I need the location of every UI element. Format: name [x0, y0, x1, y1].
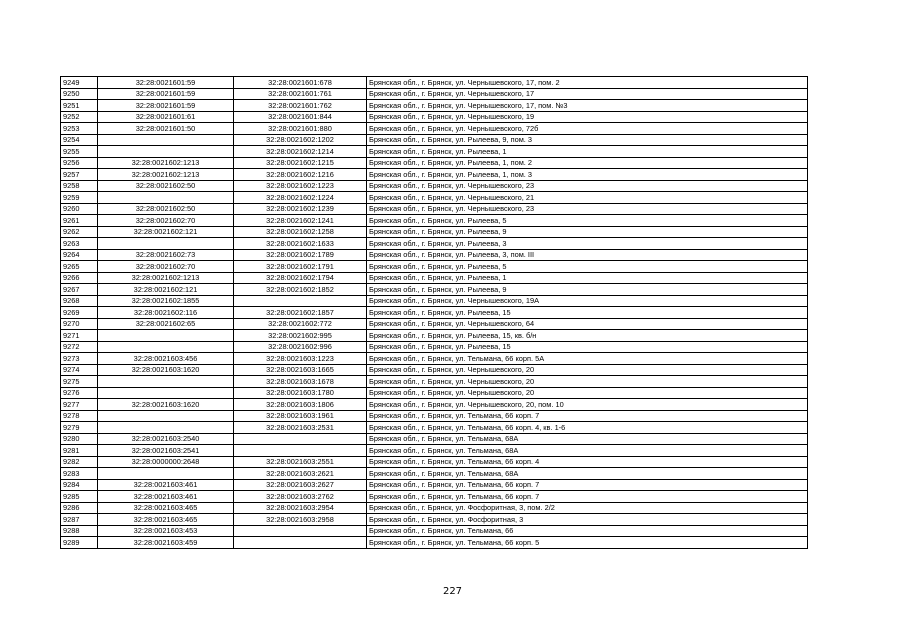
address-cell: Брянская обл., г. Брянск, ул. Рылеева, 1	[367, 272, 808, 284]
parent-cadastral-number-cell	[98, 192, 234, 204]
table-row	[61, 238, 808, 250]
row-number-cell: 9266	[61, 272, 98, 284]
row-number-cell: 9264	[61, 249, 98, 261]
parent-cadastral-number-cell: 32:28:0021603:2541	[98, 445, 234, 457]
cadastral-number-cell: 32:28:0021601:762	[234, 100, 367, 112]
address-cell: Брянская обл., г. Брянск, ул. Чернышевского, 19	[367, 111, 808, 123]
cadastral-number-cell: 32:28:0021603:1678	[234, 376, 367, 388]
address-cell: Брянская обл., г. Брянск, ул. Тельмана, 66 корп. 4, кв. 1-6	[367, 422, 808, 434]
row-number-cell: 9249	[61, 77, 98, 89]
row-number-cell: 9259	[61, 192, 98, 204]
address-cell: Брянская обл., г. Брянск, ул. Тельмана, 66 корп. 5А	[367, 353, 808, 365]
registry-table	[60, 76, 808, 549]
row-number-cell: 9282	[61, 456, 98, 468]
cadastral-number-cell: 32:28:0021602:1215	[234, 157, 367, 169]
row-number-cell: 9288	[61, 525, 98, 537]
table-row	[61, 445, 808, 457]
parent-cadastral-number-cell: 32:28:0021601:59	[98, 77, 234, 89]
row-number-cell: 9260	[61, 203, 98, 215]
address-cell: Брянская обл., г. Брянск, ул. Фосфоритная, 3, пом. 2/2	[367, 502, 808, 514]
cadastral-number-cell: 32:28:0021602:995	[234, 330, 367, 342]
address-cell: Брянская обл., г. Брянск, ул. Чернышевского, 23	[367, 180, 808, 192]
parent-cadastral-number-cell: 32:28:0021603:465	[98, 502, 234, 514]
cadastral-number-cell: 32:28:0021601:678	[234, 77, 367, 89]
parent-cadastral-number-cell: 32:28:0021601:59	[98, 100, 234, 112]
parent-cadastral-number-cell: 32:28:0021603:2540	[98, 433, 234, 445]
table-row	[61, 468, 808, 480]
parent-cadastral-number-cell	[98, 146, 234, 158]
address-cell: Брянская обл., г. Брянск, ул. Чернышевского, 21	[367, 192, 808, 204]
row-number-cell: 9272	[61, 341, 98, 353]
table-row	[61, 456, 808, 468]
row-number-cell: 9280	[61, 433, 98, 445]
cadastral-number-cell	[234, 433, 367, 445]
cadastral-number-cell: 32:28:0021602:1214	[234, 146, 367, 158]
parent-cadastral-number-cell: 32:28:0021602:116	[98, 307, 234, 319]
cadastral-number-cell: 32:28:0021603:2621	[234, 468, 367, 480]
row-number-cell: 9289	[61, 537, 98, 549]
row-number-cell: 9267	[61, 284, 98, 296]
parent-cadastral-number-cell: 32:28:0021601:59	[98, 88, 234, 100]
address-cell: Брянская обл., г. Брянск, ул. Рылеева, 9	[367, 284, 808, 296]
cadastral-number-cell: 32:28:0021601:880	[234, 123, 367, 135]
table-row	[61, 88, 808, 100]
table-row	[61, 364, 808, 376]
table-row	[61, 111, 808, 123]
cadastral-number-cell: 32:28:0021603:2627	[234, 479, 367, 491]
address-cell: Брянская обл., г. Брянск, ул. Фосфоритная, 3	[367, 514, 808, 526]
address-cell: Брянская обл., г. Брянск, ул. Тельмана, 66 корп. 7	[367, 479, 808, 491]
address-cell: Брянская обл., г. Брянск, ул. Чернышевского, 20	[367, 364, 808, 376]
cadastral-number-cell: 32:28:0021602:1791	[234, 261, 367, 273]
row-number-cell: 9258	[61, 180, 98, 192]
cadastral-number-cell	[234, 445, 367, 457]
parent-cadastral-number-cell	[98, 387, 234, 399]
cadastral-number-cell: 32:28:0021602:1216	[234, 169, 367, 181]
row-number-cell: 9252	[61, 111, 98, 123]
parent-cadastral-number-cell: 32:28:0021602:121	[98, 284, 234, 296]
cadastral-number-cell: 32:28:0021603:1961	[234, 410, 367, 422]
parent-cadastral-number-cell	[98, 376, 234, 388]
cadastral-number-cell: 32:28:0021602:1852	[234, 284, 367, 296]
parent-cadastral-number-cell	[98, 410, 234, 422]
address-cell: Брянская обл., г. Брянск, ул. Тельмана, 66 корп. 7	[367, 410, 808, 422]
table-row	[61, 192, 808, 204]
table-row	[61, 123, 808, 135]
row-number-cell: 9285	[61, 491, 98, 503]
parent-cadastral-number-cell: 32:28:0021603:1620	[98, 399, 234, 411]
row-number-cell: 9281	[61, 445, 98, 457]
address-cell: Брянская обл., г. Брянск, ул. Тельмана, 66 корп. 7	[367, 491, 808, 503]
address-cell: Брянская обл., г. Брянск, ул. Рылеева, 1, пом. 3	[367, 169, 808, 181]
table-row	[61, 387, 808, 399]
parent-cadastral-number-cell: 32:28:0021602:121	[98, 226, 234, 238]
address-cell: Брянская обл., г. Брянск, ул. Тельмана, 68А	[367, 433, 808, 445]
cadastral-number-cell: 32:28:0021603:1780	[234, 387, 367, 399]
parent-cadastral-number-cell: 32:28:0021603:461	[98, 479, 234, 491]
row-number-cell: 9262	[61, 226, 98, 238]
table-row	[61, 491, 808, 503]
parent-cadastral-number-cell	[98, 422, 234, 434]
parent-cadastral-number-cell: 32:28:0021603:456	[98, 353, 234, 365]
address-cell: Брянская обл., г. Брянск, ул. Рылеева, 3, пом. III	[367, 249, 808, 261]
address-cell: Брянская обл., г. Брянск, ул. Рылеева, 5	[367, 215, 808, 227]
row-number-cell: 9273	[61, 353, 98, 365]
cadastral-number-cell: 32:28:0021601:844	[234, 111, 367, 123]
cadastral-number-cell: 32:28:0021602:1794	[234, 272, 367, 284]
address-cell: Брянская обл., г. Брянск, ул. Чернышевского, 20	[367, 376, 808, 388]
row-number-cell: 9287	[61, 514, 98, 526]
parent-cadastral-number-cell: 32:28:0021602:73	[98, 249, 234, 261]
address-cell: Брянская обл., г. Брянск, ул. Рылеева, 1, пом. 2	[367, 157, 808, 169]
address-cell: Брянская обл., г. Брянск, ул. Чернышевского, 17, пом. №3	[367, 100, 808, 112]
table-row	[61, 376, 808, 388]
table-row	[61, 341, 808, 353]
table-row	[61, 433, 808, 445]
cadastral-number-cell: 32:28:0021602:996	[234, 341, 367, 353]
parent-cadastral-number-cell: 32:28:0021603:461	[98, 491, 234, 503]
table-row	[61, 318, 808, 330]
row-number-cell: 9279	[61, 422, 98, 434]
registry-table-body	[61, 77, 808, 549]
address-cell: Брянская обл., г. Брянск, ул. Чернышевского, 20, пом. 10	[367, 399, 808, 411]
parent-cadastral-number-cell	[98, 238, 234, 250]
row-number-cell: 9253	[61, 123, 98, 135]
cadastral-number-cell: 32:28:0021602:1241	[234, 215, 367, 227]
table-row	[61, 249, 808, 261]
cadastral-number-cell	[234, 537, 367, 549]
row-number-cell: 9269	[61, 307, 98, 319]
cadastral-number-cell: 32:28:0021602:1258	[234, 226, 367, 238]
parent-cadastral-number-cell: 32:28:0021602:65	[98, 318, 234, 330]
row-number-cell: 9250	[61, 88, 98, 100]
row-number-cell: 9275	[61, 376, 98, 388]
table-row	[61, 146, 808, 158]
table-row	[61, 537, 808, 549]
cadastral-number-cell: 32:28:0021602:1239	[234, 203, 367, 215]
address-cell: Брянская обл., г. Брянск, ул. Чернышевского, 72б	[367, 123, 808, 135]
table-row	[61, 422, 808, 434]
row-number-cell: 9255	[61, 146, 98, 158]
cadastral-number-cell: 32:28:0021603:2958	[234, 514, 367, 526]
parent-cadastral-number-cell: 32:28:0021601:61	[98, 111, 234, 123]
table-row	[61, 226, 808, 238]
parent-cadastral-number-cell: 32:28:0021602:1213	[98, 272, 234, 284]
row-number-cell: 9286	[61, 502, 98, 514]
table-row	[61, 525, 808, 537]
row-number-cell: 9254	[61, 134, 98, 146]
address-cell: Брянская обл., г. Брянск, ул. Рылеева, 15	[367, 307, 808, 319]
parent-cadastral-number-cell: 32:28:0000000:2648	[98, 456, 234, 468]
address-cell: Брянская обл., г. Брянск, ул. Тельмана, 68А	[367, 468, 808, 480]
row-number-cell: 9268	[61, 295, 98, 307]
parent-cadastral-number-cell: 32:28:0021603:1620	[98, 364, 234, 376]
address-cell: Брянская обл., г. Брянск, ул. Рылеева, 3	[367, 238, 808, 250]
address-cell: Брянская обл., г. Брянск, ул. Рылеева, 9, пом. 3	[367, 134, 808, 146]
cadastral-number-cell: 32:28:0021602:772	[234, 318, 367, 330]
parent-cadastral-number-cell: 32:28:0021602:50	[98, 180, 234, 192]
parent-cadastral-number-cell: 32:28:0021603:459	[98, 537, 234, 549]
cadastral-number-cell: 32:28:0021603:2954	[234, 502, 367, 514]
parent-cadastral-number-cell: 32:28:0021603:453	[98, 525, 234, 537]
row-number-cell: 9274	[61, 364, 98, 376]
row-number-cell: 9278	[61, 410, 98, 422]
row-number-cell: 9257	[61, 169, 98, 181]
parent-cadastral-number-cell: 32:28:0021602:1213	[98, 169, 234, 181]
cadastral-number-cell: 32:28:0021602:1223	[234, 180, 367, 192]
address-cell: Брянская обл., г. Брянск, ул. Чернышевского, 64	[367, 318, 808, 330]
table-row	[61, 295, 808, 307]
cadastral-number-cell: 32:28:0021601:761	[234, 88, 367, 100]
table-row	[61, 399, 808, 411]
cadastral-number-cell: 32:28:0021603:1223	[234, 353, 367, 365]
table-row	[61, 272, 808, 284]
row-number-cell: 9277	[61, 399, 98, 411]
cadastral-number-cell: 32:28:0021603:1665	[234, 364, 367, 376]
parent-cadastral-number-cell: 32:28:0021601:50	[98, 123, 234, 135]
table-row	[61, 77, 808, 89]
parent-cadastral-number-cell: 32:28:0021602:1213	[98, 157, 234, 169]
address-cell: Брянская обл., г. Брянск, ул. Рылеева, 9	[367, 226, 808, 238]
row-number-cell: 9251	[61, 100, 98, 112]
cadastral-number-cell: 32:28:0021603:2551	[234, 456, 367, 468]
cadastral-number-cell: 32:28:0021602:1857	[234, 307, 367, 319]
cadastral-number-cell: 32:28:0021603:2531	[234, 422, 367, 434]
table-row	[61, 100, 808, 112]
address-cell: Брянская обл., г. Брянск, ул. Чернышевского, 20	[367, 387, 808, 399]
table-row	[61, 284, 808, 296]
cadastral-number-cell: 32:28:0021603:1806	[234, 399, 367, 411]
row-number-cell: 9261	[61, 215, 98, 227]
table-row	[61, 203, 808, 215]
row-number-cell: 9265	[61, 261, 98, 273]
table-row	[61, 215, 808, 227]
cadastral-number-cell: 32:28:0021602:1224	[234, 192, 367, 204]
table-row	[61, 330, 808, 342]
table-row	[61, 410, 808, 422]
address-cell: Брянская обл., г. Брянск, ул. Чернышевского, 19А	[367, 295, 808, 307]
row-number-cell: 9270	[61, 318, 98, 330]
parent-cadastral-number-cell: 32:28:0021602:1855	[98, 295, 234, 307]
cadastral-number-cell: 32:28:0021602:1789	[234, 249, 367, 261]
table-row	[61, 514, 808, 526]
table-row	[61, 479, 808, 491]
parent-cadastral-number-cell	[98, 330, 234, 342]
table-row	[61, 157, 808, 169]
parent-cadastral-number-cell: 32:28:0021602:70	[98, 215, 234, 227]
parent-cadastral-number-cell: 32:28:0021602:70	[98, 261, 234, 273]
page-number: 227	[442, 586, 463, 597]
address-cell: Брянская обл., г. Брянск, ул. Тельмана, 66 корп. 4	[367, 456, 808, 468]
cadastral-number-cell	[234, 525, 367, 537]
address-cell: Брянская обл., г. Брянск, ул. Тельмана, 66	[367, 525, 808, 537]
row-number-cell: 9276	[61, 387, 98, 399]
table-row	[61, 502, 808, 514]
table-row	[61, 180, 808, 192]
parent-cadastral-number-cell: 32:28:0021603:465	[98, 514, 234, 526]
address-cell: Брянская обл., г. Брянск, ул. Тельмана, 66 корп. 5	[367, 537, 808, 549]
address-cell: Брянская обл., г. Брянск, ул. Чернышевского, 23	[367, 203, 808, 215]
cadastral-number-cell: 32:28:0021602:1633	[234, 238, 367, 250]
cadastral-number-cell	[234, 295, 367, 307]
table-row	[61, 307, 808, 319]
cadastral-number-cell: 32:28:0021602:1202	[234, 134, 367, 146]
address-cell: Брянская обл., г. Брянск, ул. Тельмана, 68А	[367, 445, 808, 457]
table-row	[61, 169, 808, 181]
address-cell: Брянская обл., г. Брянск, ул. Рылеева, 5	[367, 261, 808, 273]
parent-cadastral-number-cell	[98, 341, 234, 353]
row-number-cell: 9263	[61, 238, 98, 250]
table-row	[61, 261, 808, 273]
table-row	[61, 353, 808, 365]
row-number-cell: 9271	[61, 330, 98, 342]
table-row	[61, 134, 808, 146]
row-number-cell: 9284	[61, 479, 98, 491]
row-number-cell: 9256	[61, 157, 98, 169]
cadastral-number-cell: 32:28:0021603:2762	[234, 491, 367, 503]
address-cell: Брянская обл., г. Брянск, ул. Рылеева, 1	[367, 146, 808, 158]
parent-cadastral-number-cell	[98, 468, 234, 480]
address-cell: Брянская обл., г. Брянск, ул. Рылеева, 15, кв. б/н	[367, 330, 808, 342]
address-cell: Брянская обл., г. Брянск, ул. Чернышевского, 17, пом. 2	[367, 77, 808, 89]
address-cell: Брянская обл., г. Брянск, ул. Чернышевского, 17	[367, 88, 808, 100]
parent-cadastral-number-cell: 32:28:0021602:50	[98, 203, 234, 215]
row-number-cell: 9283	[61, 468, 98, 480]
address-cell: Брянская обл., г. Брянск, ул. Рылеева, 15	[367, 341, 808, 353]
parent-cadastral-number-cell	[98, 134, 234, 146]
